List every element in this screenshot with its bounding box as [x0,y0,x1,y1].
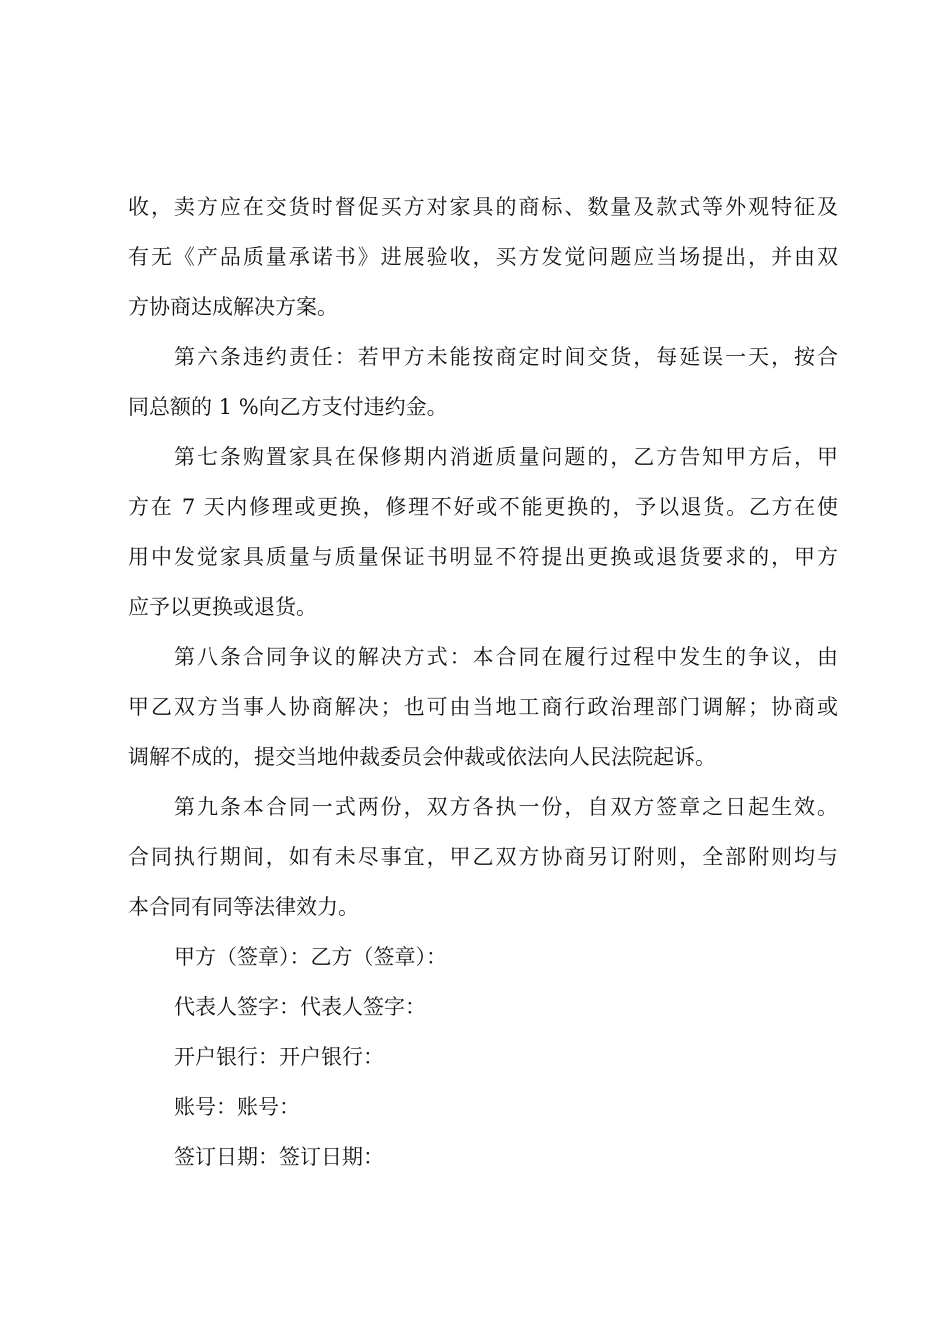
clause-7-line: 方在 7 天内修理或更换，修理不好或不能更换的，予以退货。乙方在使 [128,495,838,519]
clause-8-line: 第八条合同争议的解决方式：本合同在履行过程中发生的争议，由 [174,645,838,669]
signature-bank-line: 开户银行：开户银行： [174,1045,384,1069]
signature-date-line: 签订日期：签订日期： [174,1145,384,1169]
clause-6-line: 同总额的 1 %向乙方支付违约金。 [128,395,448,419]
clause-7-line: 用中发觉家具质量与质量保证书明显不符提出更换或退货要求的，甲方 [128,545,838,569]
signature-representative-line: 代表人签字：代表人签字： [174,995,426,1019]
paragraph-line: 收，卖方应在交货时督促买方对家具的商标、数量及款式等外观特征及 [128,195,838,219]
clause-7-line: 第七条购置家具在保修期内消逝质量问题的，乙方告知甲方后，甲 [174,445,838,469]
clause-9-line: 第九条本合同一式两份，双方各执一份，自双方签章之日起生效。 [174,795,838,819]
signature-account-line: 账号：账号： [174,1095,300,1119]
signature-seal-line: 甲方（签章）：乙方（签章）： [174,945,447,969]
clause-8-line: 调解不成的，提交当地仲裁委员会仲裁或依法向人民法院起诉。 [128,745,716,769]
clause-7-line: 应予以更换或退货。 [128,595,317,619]
paragraph-line: 方协商达成解决方案。 [128,295,338,319]
clause-9-line: 合同执行期间，如有未尽事宜，甲乙双方协商另订附则，全部附则均与 [128,845,838,869]
clause-6-line: 第六条违约责任：若甲方未能按商定时间交货，每延误一天，按合 [174,345,838,369]
clause-8-line: 甲乙双方当事人协商解决；也可由当地工商行政治理部门调解；协商或 [128,695,838,719]
paragraph-line: 有无《产品质量承诺书》进展验收，买方发觉问题应当场提出，并由双 [128,245,838,269]
clause-9-line: 本合同有同等法律效力。 [128,895,359,919]
